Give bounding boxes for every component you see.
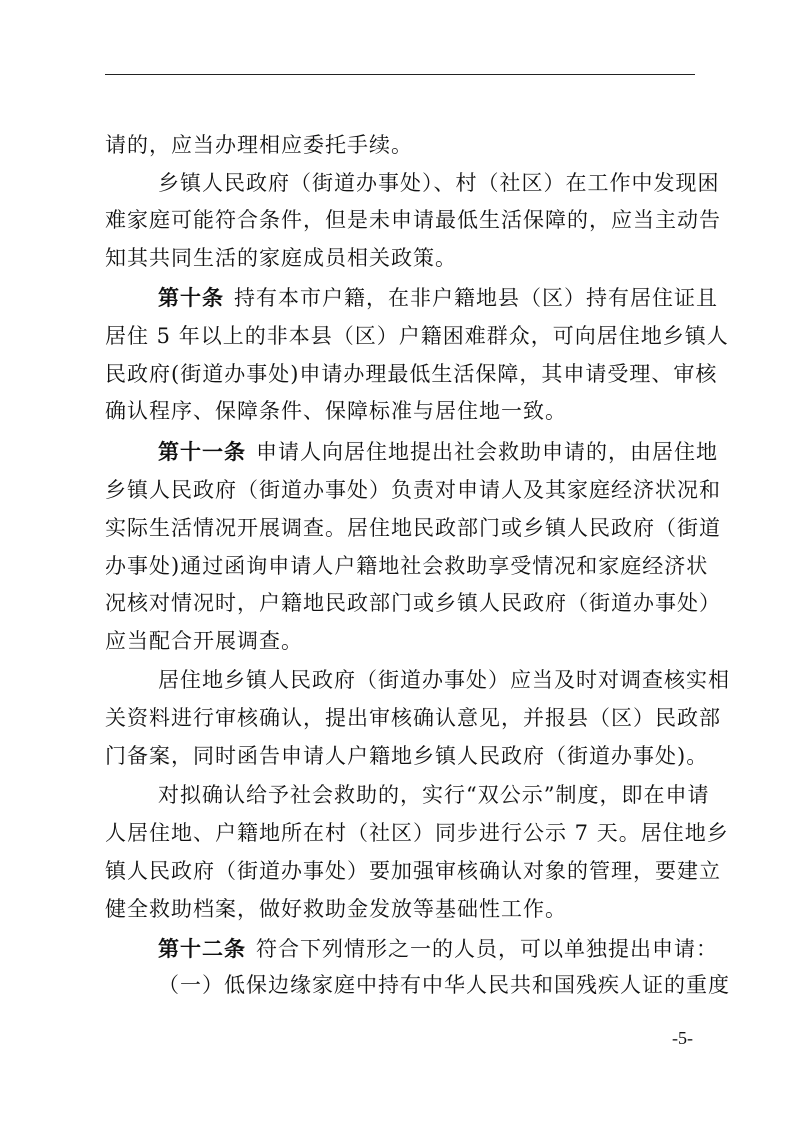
line-text: 对拟确认给予社会救助的，实行“双公示”制度，即在申请 (158, 783, 710, 807)
text-line (158, 168, 720, 198)
text-line (105, 359, 718, 389)
line-text: 乡镇人民政府（街道办事处）、村（社区）在工作中发现困 (158, 171, 720, 195)
header-rule (105, 74, 695, 75)
line-text: 知其共同生活的家庭成员相关政策。 (105, 246, 457, 270)
line-text: 办事处)通过函询申请人户籍地社会救助享受情况和家庭经济状 (105, 554, 709, 578)
article-heading: 第十条 (158, 285, 224, 310)
page-number: -5- (672, 1028, 693, 1048)
text-line (105, 818, 729, 848)
line-text: 民政府(街道办事处)申请办理最低生活保障，其申请受理、审核 (105, 362, 718, 386)
text-line (105, 894, 695, 924)
line-text: 确认程序、保障条件、保障标准与居住地一致。 (105, 399, 567, 423)
line-text: 关资料进行审核确认，提出审核确认意见，并报县（区）民政部 (105, 706, 721, 730)
text-line (158, 283, 718, 313)
text-line (105, 626, 695, 656)
text-line (105, 513, 721, 543)
text-line (105, 475, 721, 505)
line-text: 况核对情况时，户籍地民政部门或乡镇人民政府（街道办事处） (105, 591, 721, 615)
text-line (158, 970, 730, 1000)
line-text: 居住地乡镇人民政府（街道办事处）应当及时对调查核实相 (158, 668, 730, 692)
text-line (105, 741, 709, 771)
text-line (105, 856, 721, 886)
line-text: 镇人民政府（街道办事处）要加强审核确认对象的管理，要建立 (105, 859, 721, 883)
line-text: 人居住地、户籍地所在村（社区）同步进行公示 7 天。居住地乡 (105, 821, 729, 845)
article-heading: 第十一条 (158, 439, 246, 464)
line-text: 乡镇人民政府（街道办事处）负责对申请人及其家庭经济状况和 (105, 478, 721, 502)
line-text: 健全救助档案，做好救助金发放等基础性工作。 (105, 897, 567, 921)
line-text: 符合下列情形之一的人员，可以单独提出申请： (256, 937, 718, 961)
article-heading: 第十二条 (158, 936, 246, 961)
line-text: 实际生活情况开展调查。居住地民政部门或乡镇人民政府（街道 (105, 516, 721, 540)
line-text: 难家庭可能符合条件，但是未申请最低生活保障的，应当主动告 (105, 208, 721, 232)
text-line (105, 321, 729, 351)
line-text: 申请人向居住地提出社会救助申请的，由居住地 (256, 440, 718, 464)
text-line (105, 551, 709, 581)
text-line (158, 934, 718, 964)
text-line (105, 130, 695, 160)
line-text: 门备案，同时函告申请人户籍地乡镇人民政府（街道办事处)。 (105, 744, 709, 768)
line-text: （一）低保边缘家庭中持有中华人民共和国残疾人证的重度 (158, 973, 730, 997)
text-line (105, 588, 721, 618)
text-line (158, 437, 718, 467)
line-text: 应当配合开展调查。 (105, 629, 303, 653)
line-text: 请的，应当办理相应委托手续。 (105, 133, 413, 157)
line-text: 持有本市户籍，在非户籍地县（区）持有居住证且 (234, 286, 718, 310)
text-line (105, 205, 721, 235)
text-line (158, 780, 710, 810)
text-line (105, 396, 695, 426)
line-text: 居住 5 年以上的非本县（区）户籍困难群众，可向居住地乡镇人 (105, 324, 729, 348)
text-line (105, 703, 721, 733)
text-line (105, 243, 695, 273)
text-line (158, 665, 730, 695)
